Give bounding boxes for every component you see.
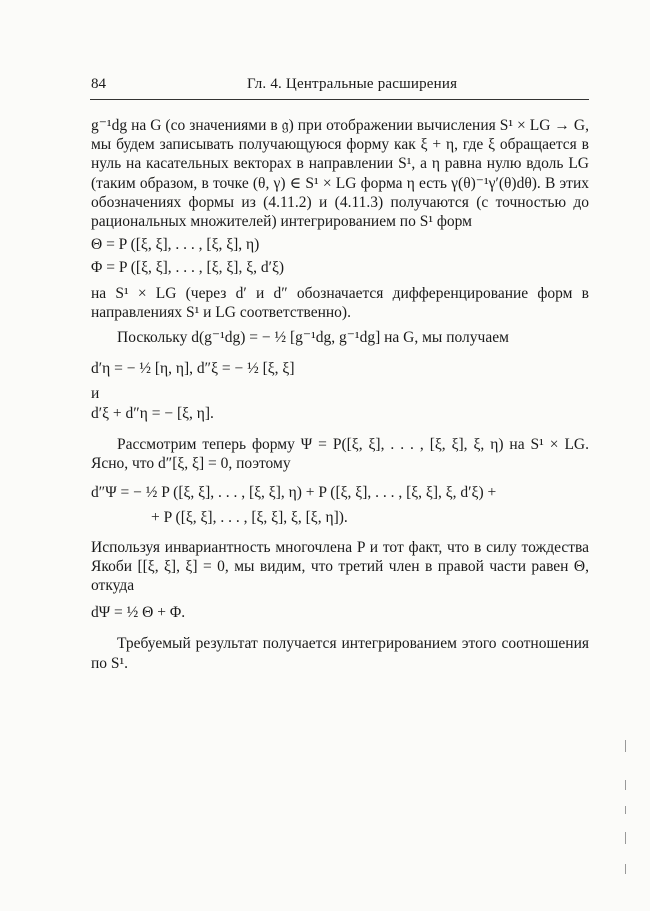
equation-d-psi: dΨ = ½ Θ + Φ. — [91, 604, 186, 622]
page-number: 84 — [91, 76, 106, 92]
paragraph: Поскольку d(g⁻¹dg) = − ½ [g⁻¹dg, g⁻¹dg] на G, мы получаем — [117, 329, 509, 347]
equation-d-xi: d′ξ + d″η = − [ξ, η]. — [91, 404, 214, 422]
equation-d-eta: d′η = − ½ [η, η], d″ξ = − ½ [ξ, ξ] — [91, 360, 295, 378]
scan-margin-marks — [624, 740, 628, 880]
paragraph: Используя инвариантность многочлена P и тот факт, что в силу тождества Якоби [[ξ, ξ], ξ] = 0, мы видим, что третий член в правой части равен Θ, откуда — [91, 538, 589, 595]
equation-theta: Θ = P ([ξ, ξ], . . . , [ξ, ξ], η) — [91, 236, 260, 254]
equation-psi-line-1: d″Ψ = − ½ P ([ξ, ξ], . . . , [ξ, ξ], η) + P ([ξ, ξ], . . . , [ξ, ξ], ξ, d′ξ) + — [91, 484, 497, 502]
paragraph: g⁻¹dg на G (со значениями в 𝔤) при отображении вычисления S¹ × LG → G, мы будем записывать получающуюся форму как ξ + η, где ξ обращается в нуль на касательных векторах в направлении S¹, а η равна нулю вдоль LG (таким образом, в точке (θ, γ) ∈ S¹ × LG форма η есть γ(θ)⁻¹γ′(θ)dθ). В этих обозначениях формы из (4.11.2) и (4.11.3) получаются (с точностью до рациональных множителей) интегрированием по S¹ форм — [91, 117, 589, 231]
header-rule — [90, 99, 589, 100]
equation-psi-line-2: + P ([ξ, ξ], . . . , [ξ, ξ], ξ, [ξ, η]). — [151, 509, 348, 527]
paragraph: Рассмотрим теперь форму Ψ = P([ξ, ξ], . . . , [ξ, ξ], ξ, η) на S¹ × LG. Ясно, что d″[ξ, ξ] = 0, поэтому — [91, 435, 589, 473]
running-header — [91, 76, 588, 96]
running-title: Гл. 4. Центральные расширения — [247, 76, 458, 92]
conjunction-text: и — [91, 385, 100, 403]
equation-phi: Φ = P ([ξ, ξ], . . . , [ξ, ξ], ξ, d′ξ) — [91, 259, 285, 277]
paragraph: Требуемый результат получается интегрированием этого соотношения по S¹. — [91, 635, 589, 672]
page-body — [91, 116, 589, 673]
paragraph: на S¹ × LG (через d′ и d″ обозначается дифференцирование форм в направлениях S¹ и LG соответственно). — [91, 284, 589, 321]
